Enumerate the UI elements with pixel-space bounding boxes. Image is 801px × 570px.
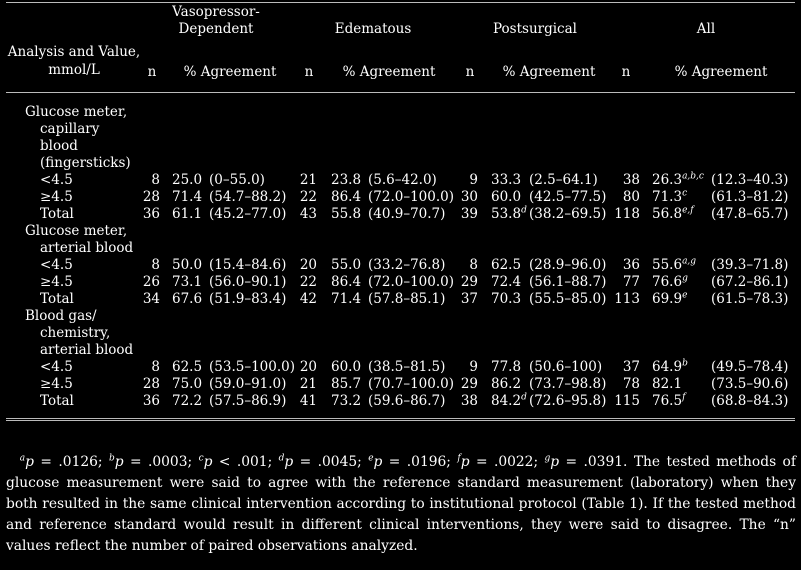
cell-ci: (53.5–100.0) [209,359,295,375]
cell-ci: (55.5–85.0) [529,291,607,307]
cell-n: 22 [299,189,317,205]
cell-n: 36 [622,257,640,273]
section-title: chemistry, [40,325,111,341]
cell-ci: (38.2–69.5) [529,206,607,222]
cell-ci: (70.7–100.0) [368,376,454,392]
cell-n: 20 [299,257,317,273]
cell-pct [491,275,521,290]
cell-pct [652,275,688,290]
cell-pct-value: 85.7 [331,376,362,392]
cell-pct [652,190,687,205]
cell-n: 77 [622,274,640,290]
row-label: Total [40,291,74,307]
row-label: ≥4.5 [40,189,73,205]
cell-pct [491,173,521,188]
cell-n: 22 [299,274,317,290]
p-symbol: p [114,454,124,470]
pvalue-text: = .0003; [123,454,199,470]
section-title: Blood gas/ [25,308,97,324]
cell-n: 38 [622,172,640,188]
cell-pct-value: 82.1 [652,376,683,392]
cell-pct-value: 56.8 [652,206,683,222]
footnote-marker: c [198,453,204,464]
p-symbol: p [284,454,294,470]
cell-pct [652,292,687,307]
footnote-text: The tested methods of glucose measurement were said to agree with the reference standard measurement (laboratory) when they both resulted in the same clinical intervention according to institutional protocol (Table 1). If the tested method and reference standard would result in different clinical interventions, they were said to disagree. The “n” values reflect the number of paired observations analyzed. [6,454,796,554]
cell-pct-value: 60.0 [491,189,522,205]
section-title: arterial blood [40,240,134,256]
cell-pct-value: 62.5 [172,359,203,375]
cell-pct [491,292,521,307]
cell-n: 42 [299,291,317,307]
cell-pct [172,360,202,375]
row-label: Total [40,206,74,222]
table-footnote [6,452,796,557]
cell-ci: (47.8–65.7) [711,206,789,222]
cell-pct-value: 76.6 [652,274,683,290]
pvalue-note [6,454,109,470]
footnote-marker: a [19,453,26,464]
cell-ci: (57.5–86.9) [209,393,287,409]
section-title: arterial blood [40,342,134,358]
cell-pct-value: 71.4 [172,189,203,205]
cell-ci: (56.0–90.1) [209,274,287,290]
cell-n: 8 [151,172,160,188]
cell-pct-value: 73.1 [172,274,203,290]
cell-n: 37 [622,359,640,375]
cell-pct [172,207,202,222]
pvalue-text: = .0022; [469,454,545,470]
cell-ci: (28.9–96.0) [529,257,607,273]
cell-ci: (54.7–88.2) [209,189,287,205]
cell-pct [652,360,688,375]
cell-pct [652,258,696,273]
p-symbol: p [550,454,560,470]
cell-n: 38 [460,393,478,409]
cell-ci: (61.3–81.2) [711,189,789,205]
cell-pct [172,258,202,273]
row-label: Total [40,393,74,409]
footnote-marker: c [682,188,688,199]
cell-pct-value: 77.8 [491,359,522,375]
cell-pct-value: 61.1 [172,206,203,222]
cell-pct-value: 86.4 [331,274,362,290]
cell-pct-value: 69.9 [652,291,683,307]
cell-pct [331,275,361,290]
cell-pct-value: 26.3 [652,172,683,188]
cell-n: 8 [151,359,160,375]
cell-n: 26 [142,274,160,290]
cell-pct [491,190,521,205]
cell-pct-value: 23.8 [331,172,362,188]
row-label: ≥4.5 [40,274,73,290]
cell-ci: (50.6–100) [529,359,603,375]
footnote-marker: a,g [682,256,697,267]
p-symbol: p [25,454,35,470]
cell-n: 41 [299,393,317,409]
footnote-marker: d [278,453,285,464]
footnote-marker: a,b,c [682,171,704,182]
cell-ci: (56.1–88.7) [529,274,607,290]
cell-pct [172,173,202,188]
cell-n: 39 [460,206,478,222]
pvalue-note [545,454,634,470]
group-header: Vasopressor- [172,4,260,20]
cell-pct [331,394,361,409]
section-title: blood [40,138,78,154]
cell-ci: (0–55.0) [209,172,265,188]
cell-n: 78 [622,376,640,392]
cell-n: 113 [614,291,640,307]
cell-pct-value: 62.5 [491,257,522,273]
cell-n: 36 [142,393,160,409]
agreement-header: % Agreement [183,64,277,80]
agreement-header: % Agreement [674,64,768,80]
n-header: n [465,64,475,80]
footnote-marker: f [682,392,686,403]
cell-n: 36 [142,206,160,222]
cell-pct [331,258,361,273]
pvalue-text: < .001; [212,454,279,470]
pvalue-note [109,454,199,470]
footnote-marker: g [544,453,551,464]
cell-pct-value: 71.3 [652,189,683,205]
n-header: n [621,64,631,80]
cell-ci: (72.6–95.8) [529,393,607,409]
cell-ci: (59.0–91.0) [209,376,287,392]
cell-pct [491,258,521,273]
group-header: All [696,21,716,37]
pvalue-text: = .0196; [382,454,458,470]
cell-ci: (72.0–100.0) [368,189,454,205]
footnote-marker: b [682,358,688,369]
cell-pct-value: 73.2 [331,393,362,409]
cell-n: 118 [614,206,640,222]
section-title: Glucose meter, [25,104,128,120]
cell-pct-value: 76.5 [652,393,683,409]
cell-pct-value: 55.0 [331,257,362,273]
group-header: Edematous [334,21,412,37]
pvalue-note [199,454,279,470]
pvalue-note [368,454,457,470]
p-symbol: p [203,454,213,470]
cell-ci: (67.2–86.1) [711,274,789,290]
n-header: n [147,64,157,80]
cell-n: 28 [142,189,160,205]
p-symbol: p [373,454,383,470]
cell-n: 21 [299,376,317,392]
cell-ci: (15.4–84.6) [209,257,287,273]
cell-ci: (5.6–42.0) [368,172,437,188]
cell-n: 115 [614,393,640,409]
footnote-marker: e,f [682,205,694,216]
cell-ci: (59.6–86.7) [368,393,446,409]
cell-pct [491,394,527,409]
cell-n: 80 [622,189,640,205]
section-title: Glucose meter, [25,223,128,239]
cell-ci: (40.9–70.7) [368,206,446,222]
p-symbol: p [460,454,470,470]
cell-pct-value: 25.0 [172,172,203,188]
group-header: Postsurgical [493,21,577,37]
cell-pct [652,377,682,392]
section-title: capillary [40,121,100,137]
cell-pct-value: 75.0 [172,376,203,392]
cell-n: 28 [142,376,160,392]
footnote-marker: d [521,392,527,403]
footnote-marker: b [108,453,115,464]
cell-pct [331,207,361,222]
cell-ci: (72.0–100.0) [368,274,454,290]
top-rule [6,2,795,3]
cell-pct-value: 64.9 [652,359,683,375]
cell-ci: (42.5–77.5) [529,189,607,205]
cell-ci: (61.5–78.3) [711,291,789,307]
row-label: <4.5 [40,172,73,188]
cell-pct [652,394,685,409]
cell-ci: (33.2–76.8) [368,257,446,273]
cell-pct-value: 86.2 [491,376,522,392]
pvalue-text: = .0126; [34,454,109,470]
cell-pct [331,173,361,188]
cell-pct [652,173,704,188]
cell-ci: (45.2–77.0) [209,206,287,222]
cell-n: 8 [469,257,478,273]
cell-n: 34 [142,291,160,307]
cell-pct [491,207,527,222]
cell-ci: (49.5–78.4) [711,359,789,375]
cell-pct [491,360,521,375]
cell-pct [172,292,202,307]
cell-ci: (51.9–83.4) [209,291,287,307]
footnote-marker: d [521,205,527,216]
cell-pct-value: 67.6 [172,291,203,307]
cell-pct [331,377,361,392]
cell-ci: (73.7–98.8) [529,376,607,392]
pvalue-text: = .0391. [559,454,634,470]
cell-pct [652,207,694,222]
group-header: Dependent [178,21,254,37]
pvalue-text: = .0045; [293,454,369,470]
footnote-marker: e [682,290,688,301]
cell-pct-value: 84.2 [491,393,522,409]
cell-pct [331,292,361,307]
cell-ci: (57.8–85.1) [368,291,446,307]
agreement-header: % Agreement [342,64,436,80]
cell-pct [172,190,202,205]
cell-n: 9 [469,359,478,375]
cell-pct-value: 50.0 [172,257,203,273]
pvalue-note [279,454,369,470]
cell-n: 30 [460,189,478,205]
cell-pct [172,394,202,409]
cell-pct [331,360,361,375]
footnote-marker: g [682,273,688,284]
cell-pct [172,377,202,392]
cell-ci: (39.3–71.8) [711,257,789,273]
cell-n: 37 [460,291,478,307]
cell-pct-value: 70.3 [491,291,522,307]
cell-pct [331,190,361,205]
bottom-rule [6,418,795,421]
pvalue-note [457,454,544,470]
cell-n: 9 [469,172,478,188]
cell-pct-value: 55.8 [331,206,362,222]
cell-pct-value: 33.3 [491,172,522,188]
cell-pct-value: 53.8 [491,206,522,222]
cell-ci: (68.8–84.3) [711,393,789,409]
section-title: (fingersticks) [40,155,131,171]
agreement-header: % Agreement [502,64,596,80]
cell-pct-value: 55.6 [652,257,683,273]
row-label: <4.5 [40,359,73,375]
cell-n: 20 [299,359,317,375]
cell-pct-value: 60.0 [331,359,362,375]
cell-n: 8 [151,257,160,273]
cell-n: 43 [299,206,317,222]
footnote-marker: f [457,453,461,464]
analysis-header: Analysis and Value, [7,44,141,60]
cell-pct-value: 71.4 [331,291,362,307]
cell-pct [491,377,521,392]
n-header: n [304,64,314,80]
cell-n: 21 [299,172,317,188]
footnote-marker: e [368,453,374,464]
cell-ci: (38.5–81.5) [368,359,446,375]
cell-n: 29 [460,274,478,290]
row-label: ≥4.5 [40,376,73,392]
cell-ci: (12.3–40.3) [711,172,789,188]
cell-ci: (73.5–90.6) [711,376,789,392]
row-label: <4.5 [40,257,73,273]
analysis-header: mmol/L [48,62,100,78]
cell-pct [172,275,202,290]
cell-n: 29 [460,376,478,392]
cell-pct-value: 72.2 [172,393,203,409]
cell-pct-value: 72.4 [491,274,522,290]
header-rule [6,92,795,93]
cell-ci: (2.5–64.1) [529,172,598,188]
cell-pct-value: 86.4 [331,189,362,205]
